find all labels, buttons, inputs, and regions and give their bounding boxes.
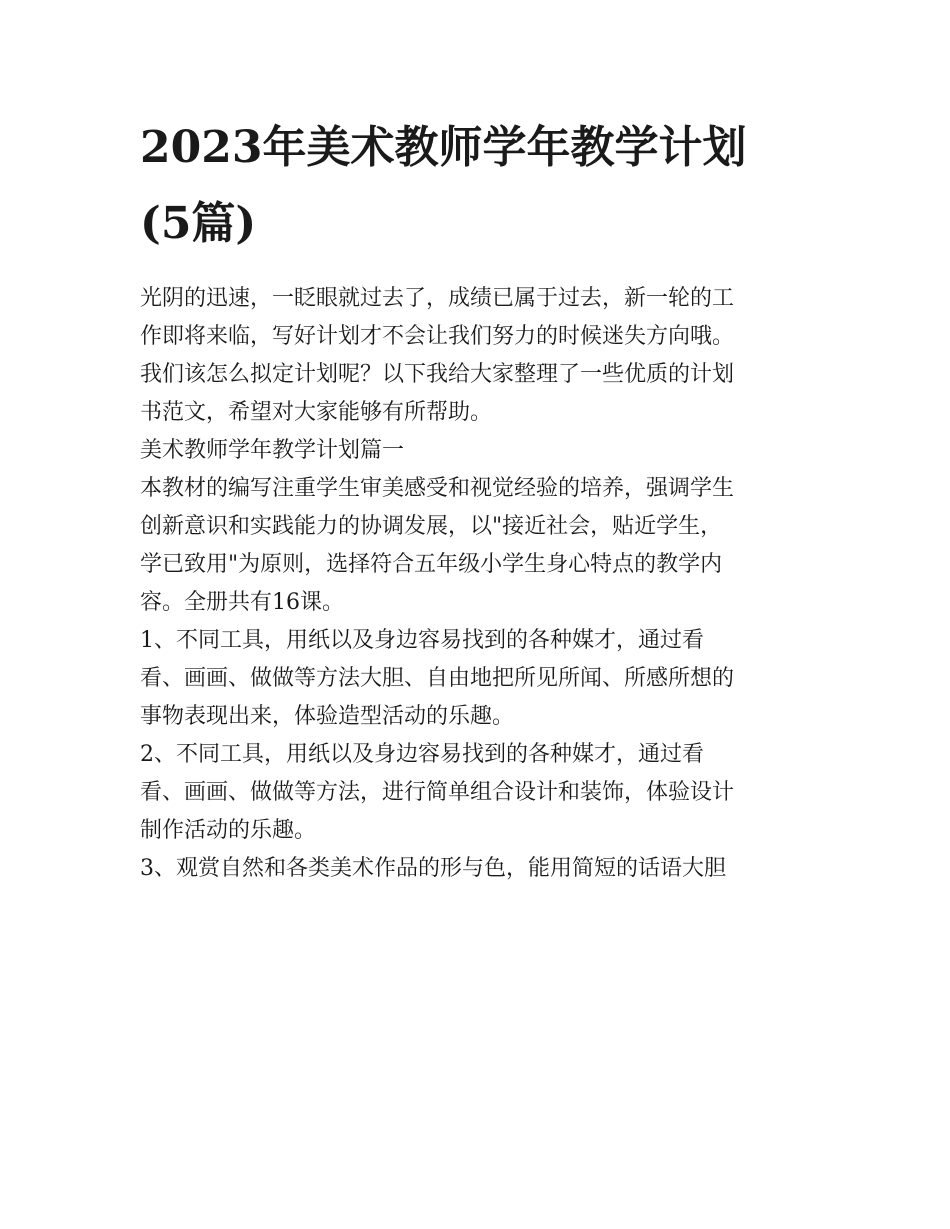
- paragraph-1: [140, 470, 815, 622]
- list-item-line: 3、观赏自然和各类美术作品的形与色，能用简短的话语大胆: [140, 856, 726, 881]
- paragraph-line: 本教材的编写注重学生审美感受和视觉经验的培养，强调学生: [140, 476, 735, 501]
- list-item-3: [140, 850, 815, 888]
- title-line-1: 2023年美术教师学年教学计划: [140, 122, 747, 173]
- list-item-2: [140, 736, 815, 850]
- intro-paragraph: [140, 280, 815, 432]
- paragraph-line: 学已致用"为原则，选择符合五年级小学生身心特点的教学内: [140, 552, 723, 577]
- list-item-line: 看、画画、做做等方法，进行简单组合设计和装饰，体验设计: [140, 780, 735, 805]
- intro-line: 我们该怎么拟定计划呢？以下我给大家整理了一些优质的计划: [140, 362, 735, 387]
- paragraph-line: 容。全册共有16课。: [140, 590, 344, 615]
- paragraph-line: 创新意识和实践能力的协调发展，以"接近社会，贴近学生，: [140, 514, 723, 539]
- list-item-line: 2、不同工具，用纸以及身边容易找到的各种媒才，通过看: [140, 742, 704, 767]
- section-heading-text: 美术教师学年教学计划篇一: [140, 438, 405, 463]
- list-item-line: 看、画画、做做等方法大胆、自由地把所见所闻、所感所想的: [140, 666, 735, 691]
- section-heading: [140, 432, 815, 470]
- list-item-line: 制作活动的乐趣。: [140, 818, 317, 843]
- intro-line: 光阴的迅速，一眨眼就过去了，成绩已属于过去，新一轮的工: [140, 286, 735, 311]
- document-page: [140, 110, 815, 888]
- intro-line: 作即将来临，写好计划才不会让我们努力的时候迷失方向哦。: [140, 324, 735, 349]
- list-item-line: 1、不同工具，用纸以及身边容易找到的各种媒才，通过看: [140, 628, 704, 653]
- title-line-2: (5篇): [140, 198, 257, 249]
- list-item-1: [140, 622, 815, 736]
- intro-line: 书范文，希望对大家能够有所帮助。: [140, 400, 493, 425]
- document-title: [140, 110, 815, 262]
- list-item-line: 事物表现出来，体验造型活动的乐趣。: [140, 704, 515, 729]
